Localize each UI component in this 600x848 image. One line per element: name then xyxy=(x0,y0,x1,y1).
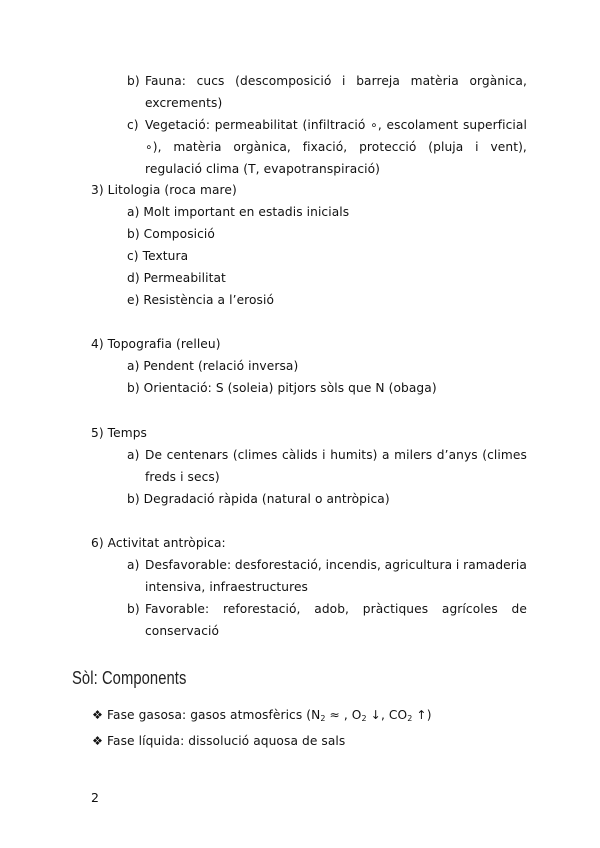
word: (descomposició xyxy=(235,74,332,88)
section-title: 3) Litologia (roca mare) xyxy=(91,183,237,197)
list-item: b) Orientació: S (soleia) pitjors sòls que N (obaga) xyxy=(127,381,437,395)
word: De xyxy=(145,448,163,462)
list-item: d) Permeabilitat xyxy=(127,271,226,285)
word: (climes xyxy=(482,448,527,462)
word: agricultura xyxy=(384,558,453,572)
vegetacio-continuation: regulació clima (T, evapotranspiració) xyxy=(145,162,381,176)
gas-text: Fase gasosa: gasos atmosfèrics (N xyxy=(107,708,321,722)
word: cucs xyxy=(196,74,225,88)
word: i xyxy=(475,140,479,154)
word: i xyxy=(342,74,346,88)
bullet-gas xyxy=(92,707,432,727)
word: orgànica, xyxy=(469,74,527,88)
word: Fauna: xyxy=(145,74,186,88)
section-heading: Sòl: Components xyxy=(72,668,187,688)
word: ramaderia xyxy=(463,558,527,572)
subscript: 2 xyxy=(407,714,413,723)
word: i xyxy=(322,448,326,462)
subscript: 2 xyxy=(361,714,367,723)
section-title: 6) Activitat antròpica: xyxy=(91,536,226,550)
bullet-liquid xyxy=(92,733,345,749)
word: ∘, xyxy=(370,118,382,132)
word: reforestació, xyxy=(222,602,301,616)
list-item: b) Degradació ràpida (natural o antròpica) xyxy=(127,492,390,506)
word: pràctiques xyxy=(362,602,429,616)
diamond-bullet-icon: ❖ xyxy=(92,734,104,748)
word: incendis, xyxy=(325,558,381,572)
vegetacio-line xyxy=(145,117,527,133)
word: vent), xyxy=(490,140,527,154)
word: d’anys xyxy=(436,448,478,462)
list-marker: a) xyxy=(127,558,140,572)
word: (pluja xyxy=(428,140,464,154)
word: (infiltració xyxy=(302,118,366,132)
word: Desfavorable: xyxy=(145,558,232,572)
temps-line xyxy=(145,447,527,463)
word: (climes xyxy=(232,448,278,462)
word: humits) xyxy=(330,448,378,462)
list-marker: b) xyxy=(127,602,140,616)
gas-text-part: ↑) xyxy=(412,708,432,722)
vegetacio-line-2 xyxy=(145,139,527,155)
section-title: 4) Topografia (relleu) xyxy=(91,337,221,351)
word: orgànica, xyxy=(233,140,291,154)
fauna-line xyxy=(145,73,527,89)
word: superficial xyxy=(462,118,527,132)
favorable-continuation: conservació xyxy=(145,624,220,638)
word: Favorable: xyxy=(145,602,210,616)
word: matèria xyxy=(410,74,459,88)
desfavorable-continuation: intensiva, infraestructures xyxy=(145,580,309,594)
temps-continuation: freds i secs) xyxy=(145,470,220,484)
list-item: a) Molt important en estadis inicials xyxy=(127,205,350,219)
word: centenars xyxy=(166,448,229,462)
list-item: c) Textura xyxy=(127,249,189,263)
favorable-line xyxy=(145,601,527,617)
list-marker: a) xyxy=(127,448,140,462)
word: i xyxy=(455,558,460,572)
desfavorable-line xyxy=(145,557,527,573)
word: protecció xyxy=(359,140,417,154)
liquid-text: Fase líquida: dissolució aquosa de sals xyxy=(107,734,346,748)
word: a xyxy=(382,448,390,462)
subscript: 2 xyxy=(320,714,326,723)
word: milers xyxy=(394,448,433,462)
gas-text-part: ↓, CO xyxy=(366,708,408,722)
word: escolament xyxy=(386,118,459,132)
page-number: 2 xyxy=(91,790,100,805)
list-marker: c) xyxy=(127,118,139,132)
gas-text-part: ≈ , O xyxy=(325,708,362,722)
word: barreja xyxy=(356,74,400,88)
word: ∘), xyxy=(145,140,162,154)
list-marker: b) xyxy=(127,74,140,88)
word: agrícoles xyxy=(441,602,498,616)
word: desforestació, xyxy=(234,558,322,572)
word: càlids xyxy=(282,448,318,462)
word: fixació, xyxy=(302,140,348,154)
word: de xyxy=(511,602,527,616)
word: Vegetació: xyxy=(145,118,211,132)
list-item: b) Composició xyxy=(127,227,215,241)
list-item: e) Resistència a l’erosió xyxy=(127,293,275,307)
word: permeabilitat xyxy=(214,118,298,132)
word: adob, xyxy=(314,602,350,616)
section-title: 5) Temps xyxy=(91,426,148,440)
word: matèria xyxy=(173,140,222,154)
list-item: a) Pendent (relació inversa) xyxy=(127,359,299,373)
diamond-bullet-icon: ❖ xyxy=(92,708,104,722)
fauna-continuation: excrements) xyxy=(145,96,223,110)
